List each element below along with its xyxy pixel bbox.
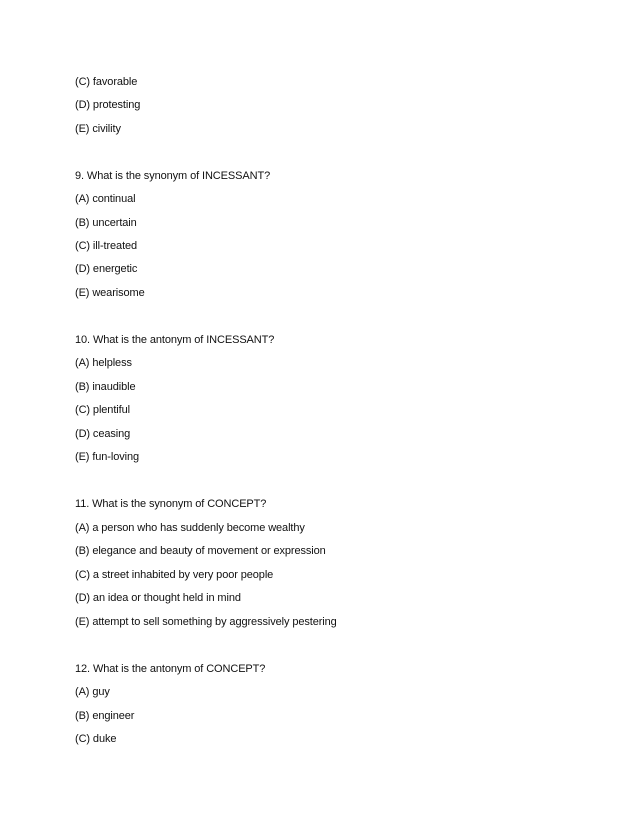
option-line: (A) continual [75,193,136,205]
option-line: (E) wearisome [75,287,145,299]
option-line: (E) fun-loving [75,451,140,463]
option-line: (B) elegance and beauty of movement or expression [75,545,326,557]
option-line: (B) inaudible [75,381,136,393]
option-line: (A) a person who has suddenly become wealthy [75,522,305,534]
option-line: (C) duke [75,733,117,745]
option-line: (E) civility [75,123,121,135]
question-prompt: 12. What is the antonym of CONCEPT? [75,663,266,675]
option-line: (C) a street inhabited by very poor people [75,569,274,581]
option-line: (E) attempt to sell something by aggressively pestering [75,616,337,628]
option-line: (A) helpless [75,357,132,369]
option-line: (B) uncertain [75,217,137,229]
option-line: (D) ceasing [75,428,131,440]
option-line: (D) energetic [75,263,138,275]
option-line: (A) guy [75,686,110,698]
option-line: (C) favorable [75,76,138,88]
question-prompt: 10. What is the antonym of INCESSANT? [75,334,275,346]
option-line: (C) plentiful [75,404,130,416]
question-prompt: 9. What is the synonym of INCESSANT? [75,170,271,182]
option-line: (B) engineer [75,710,135,722]
option-line: (D) an idea or thought held in mind [75,592,241,604]
option-line: (C) ill-treated [75,240,138,252]
option-line: (D) protesting [75,99,141,111]
question-prompt: 11. What is the synonym of CONCEPT? [75,498,267,510]
